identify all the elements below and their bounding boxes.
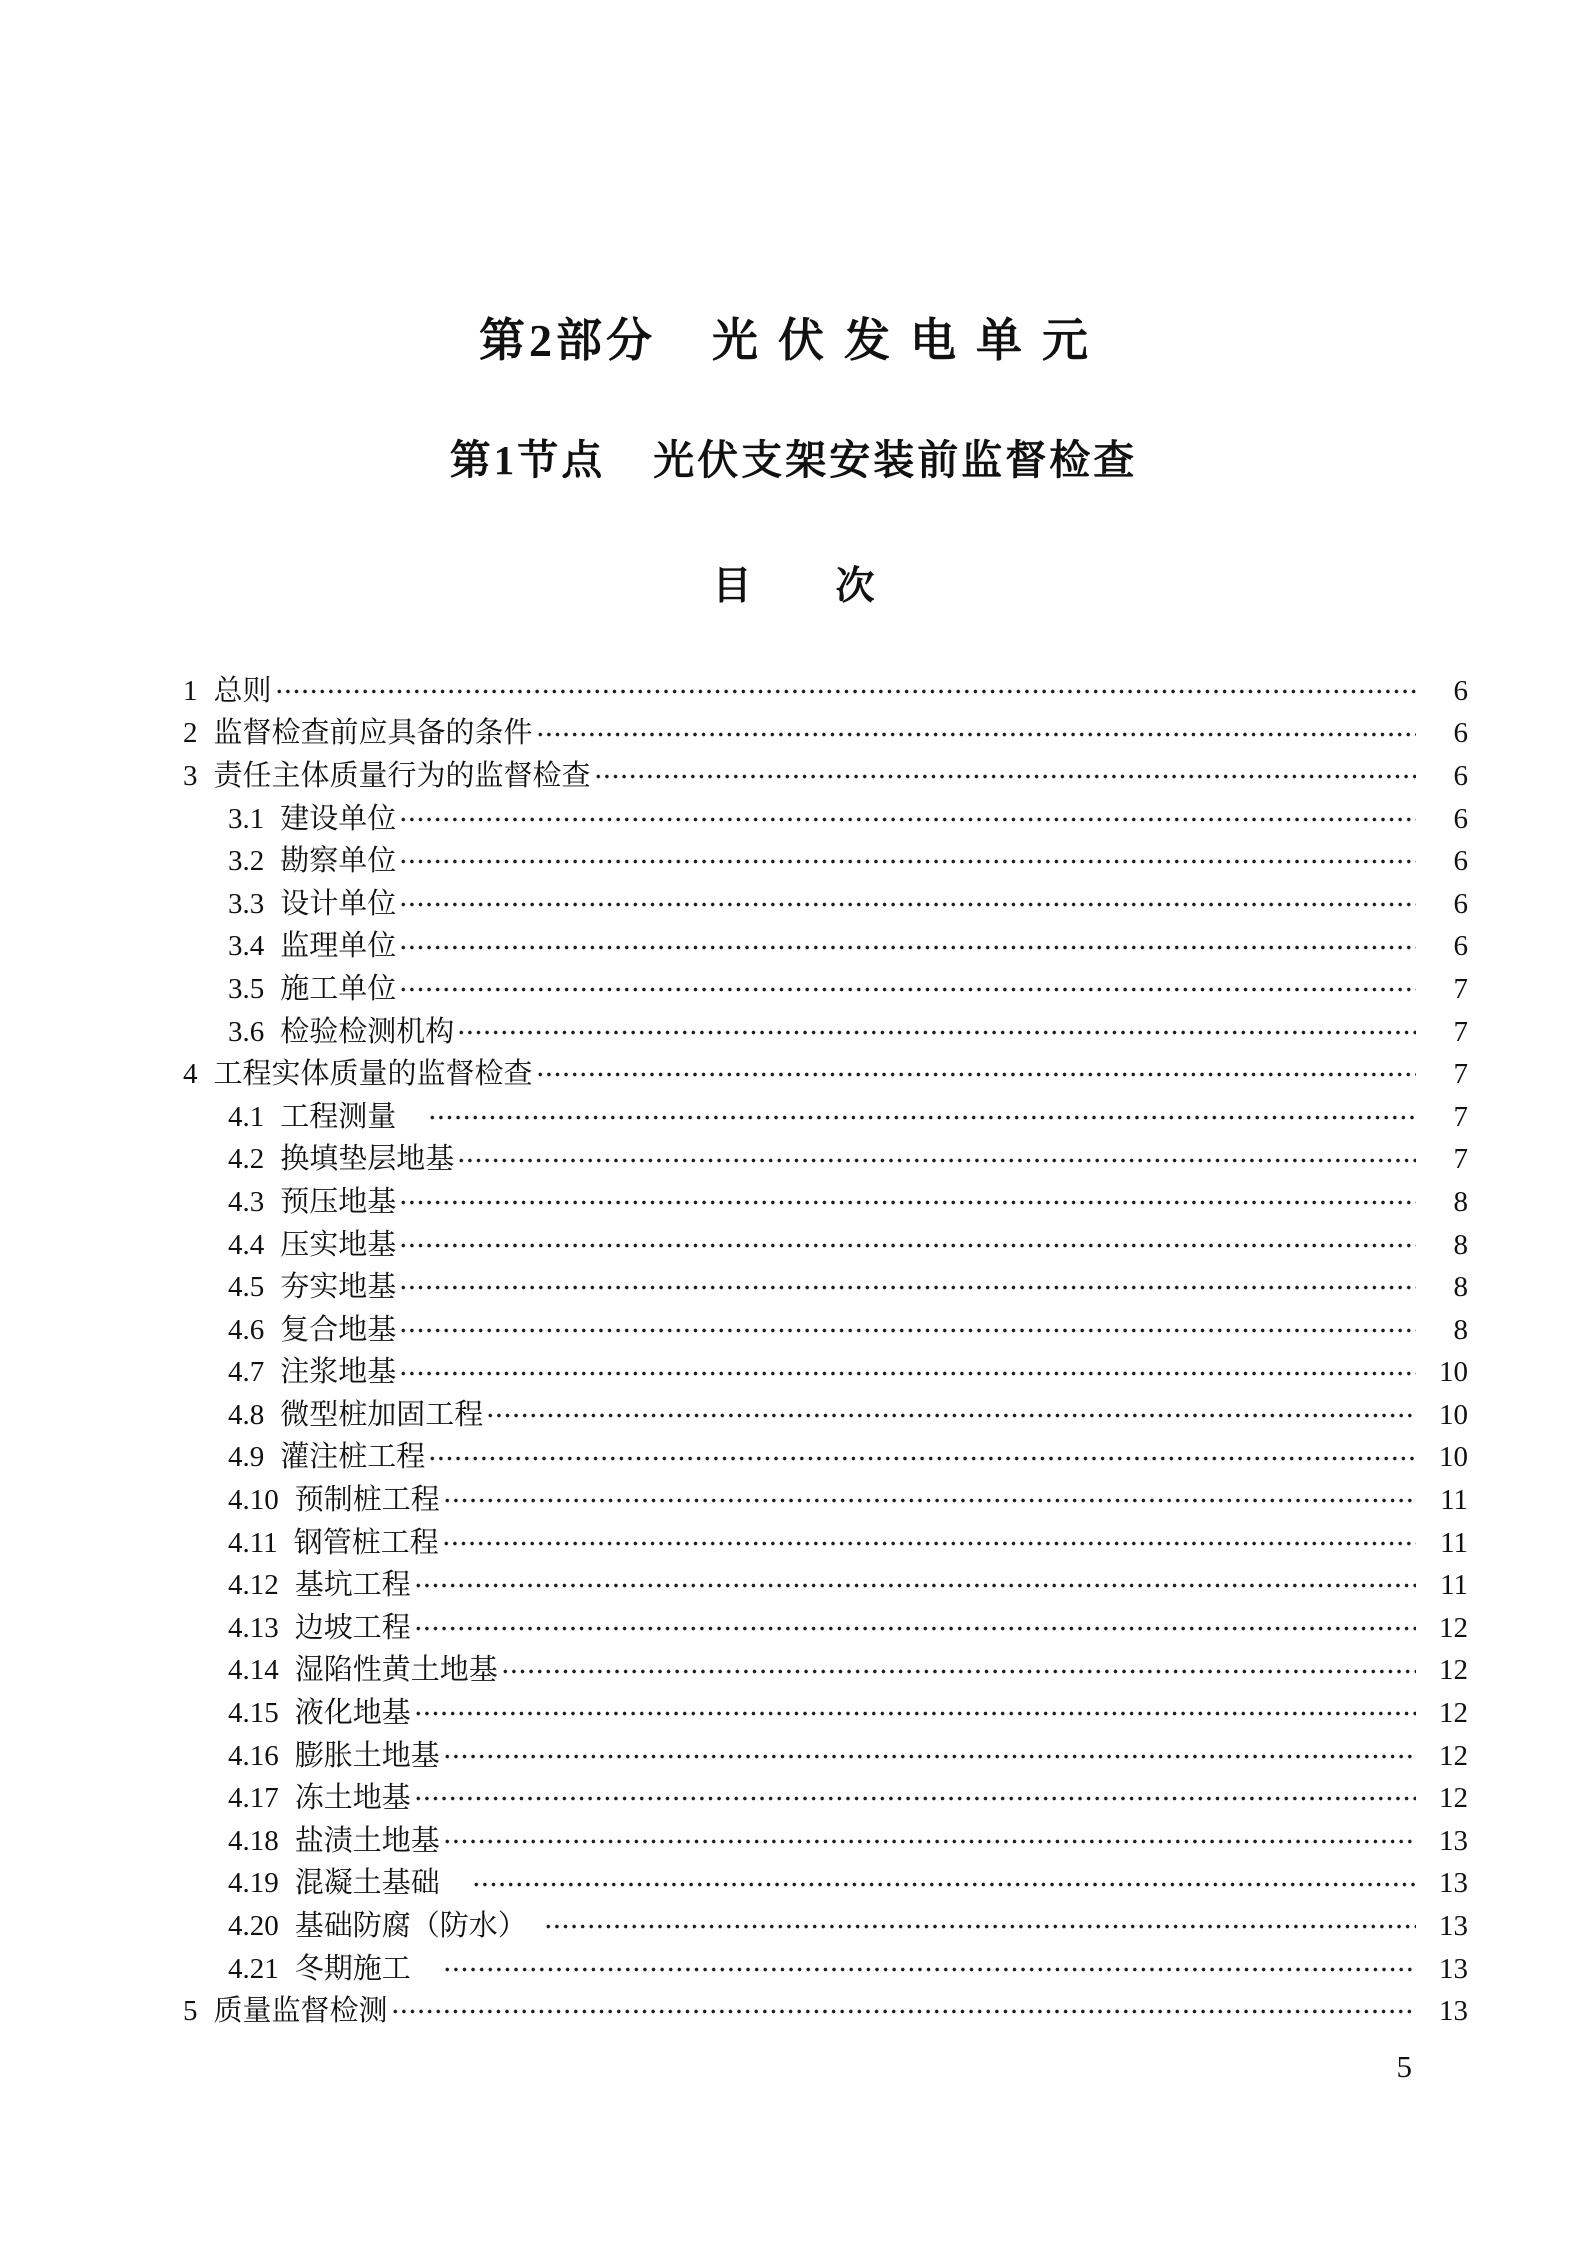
toc-entry-title: 勘察单位 xyxy=(280,845,397,878)
toc-entry-page: 8 xyxy=(1453,1271,1468,1304)
toc-entry-number: 4.9 xyxy=(228,1441,265,1474)
toc-leader-dots xyxy=(442,1522,1416,1565)
toc-entry xyxy=(183,968,1468,1011)
toc-entry-title: 压实地基 xyxy=(280,1228,397,1261)
toc-entry-number: 3.2 xyxy=(228,845,265,878)
toc-entry xyxy=(183,1735,1468,1778)
toc-leader-dots xyxy=(414,1564,1416,1607)
toc-entry-page: 8 xyxy=(1453,1313,1468,1346)
toc-entry-number: 3 xyxy=(183,759,198,792)
toc-entry-number: 4.21 xyxy=(228,1952,279,1985)
toc-entry-number: 3.3 xyxy=(228,887,265,920)
toc-entry xyxy=(183,1309,1468,1352)
toc-entry-number: 4.20 xyxy=(228,1910,279,1943)
toc-entry xyxy=(183,1777,1468,1820)
toc-entry-title: 预制桩工程 xyxy=(294,1484,440,1517)
toc-entry-title: 工程测量 xyxy=(280,1100,426,1133)
toc-entry xyxy=(183,1692,1468,1735)
toc-entry-title: 灌注桩工程 xyxy=(280,1441,426,1474)
toc-entry xyxy=(183,713,1468,756)
toc-entry-title: 设计单位 xyxy=(280,887,397,920)
toc-entry-page: 12 xyxy=(1439,1697,1468,1730)
section-title-main: 光伏支架安装前监督检查 xyxy=(653,437,1138,483)
toc-entry xyxy=(183,1096,1468,1139)
toc-entry-page: 13 xyxy=(1439,1867,1468,1900)
toc-entry-page: 11 xyxy=(1440,1526,1468,1559)
toc-entry-number: 3.4 xyxy=(228,930,265,963)
toc-entry-number: 3.6 xyxy=(228,1015,265,1048)
toc-leader-dots xyxy=(391,1990,1416,2033)
toc-heading-char1: 目 xyxy=(712,565,752,608)
toc-entry-number: 4.19 xyxy=(228,1867,279,1900)
toc-leader-dots xyxy=(486,1394,1416,1437)
toc-entry-number: 4.18 xyxy=(228,1824,279,1857)
toc-leader-dots xyxy=(399,1266,1416,1309)
toc-entry xyxy=(183,840,1468,883)
toc-entry-page: 12 xyxy=(1439,1654,1468,1687)
toc-entry xyxy=(183,1607,1468,1650)
toc-leader-dots xyxy=(399,926,1416,969)
toc-entry xyxy=(183,1564,1468,1607)
toc-entry-title: 基础防腐（防水） xyxy=(294,1910,542,1943)
toc-entry-page: 6 xyxy=(1453,930,1468,963)
toc-entry-title: 基坑工程 xyxy=(294,1569,411,1602)
toc-entry xyxy=(183,1011,1468,1054)
toc-entry-number: 4.5 xyxy=(228,1271,265,1304)
toc-entry-title: 复合地基 xyxy=(280,1313,397,1346)
toc-entry-page: 7 xyxy=(1453,1015,1468,1048)
toc-leader-dots xyxy=(501,1650,1416,1693)
toc-entry-page: 12 xyxy=(1439,1611,1468,1644)
toc-entry xyxy=(183,1948,1468,1991)
toc-entry-page: 13 xyxy=(1439,1952,1468,1985)
toc-entry xyxy=(183,1905,1468,1948)
part-title-main: 光伏发电单元 xyxy=(712,315,1108,366)
section-title xyxy=(0,438,1587,483)
toc-entry-title: 冬期施工 xyxy=(294,1952,440,1985)
toc-entry-page: 8 xyxy=(1453,1185,1468,1218)
toc-entry-number: 3.1 xyxy=(228,802,265,835)
toc-entry-page: 13 xyxy=(1439,1910,1468,1943)
toc-leader-dots xyxy=(443,1479,1416,1522)
toc-entry xyxy=(183,1479,1468,1522)
toc-entry-title: 检验检测机构 xyxy=(280,1015,455,1048)
toc-entry xyxy=(183,1522,1468,1565)
toc-entry-title: 钢管桩工程 xyxy=(293,1526,439,1559)
toc-leader-dots xyxy=(399,1224,1416,1267)
toc-entry-number: 4.17 xyxy=(228,1782,279,1815)
toc-entry-number: 4.12 xyxy=(228,1569,279,1602)
toc-heading-char2: 次 xyxy=(835,565,875,608)
part-title xyxy=(0,316,1587,367)
toc-entry-page: 8 xyxy=(1453,1228,1468,1261)
toc-leader-dots xyxy=(275,670,1416,713)
toc-entry-title: 换填垫层地基 xyxy=(280,1143,455,1176)
toc-entry-title: 施工单位 xyxy=(280,972,397,1005)
toc-entry-title: 建设单位 xyxy=(280,802,397,835)
toc-leader-dots xyxy=(544,1905,1416,1948)
toc-entry-title: 微型桩加固工程 xyxy=(280,1398,484,1431)
toc-entry-number: 4.4 xyxy=(228,1228,265,1261)
toc-leader-dots xyxy=(414,1607,1416,1650)
toc-entry xyxy=(183,1224,1468,1267)
toc-entry xyxy=(183,1394,1468,1437)
toc-entry xyxy=(183,883,1468,926)
toc-entry-title: 冻土地基 xyxy=(294,1782,411,1815)
toc-entry-number: 4.1 xyxy=(228,1100,265,1133)
toc-entry-title: 夯实地基 xyxy=(280,1271,397,1304)
toc-entry-number: 4.13 xyxy=(228,1611,279,1644)
toc-entry xyxy=(183,1437,1468,1480)
toc-entry-number: 4.2 xyxy=(228,1143,265,1176)
toc-entry-page: 11 xyxy=(1440,1484,1468,1517)
footer-page-number: 5 xyxy=(1396,2049,1412,2084)
toc-entry-page: 6 xyxy=(1453,802,1468,835)
toc-entry xyxy=(183,1650,1468,1693)
toc-entry-number: 4.11 xyxy=(228,1526,278,1559)
toc-entry xyxy=(183,1266,1468,1309)
toc-entry-number: 4 xyxy=(183,1058,198,1091)
toc-entry xyxy=(183,1053,1468,1096)
toc-entry-title: 边坡工程 xyxy=(294,1611,411,1644)
toc-entry-page: 13 xyxy=(1439,1824,1468,1857)
toc-entry-page: 6 xyxy=(1453,759,1468,792)
toc-heading xyxy=(0,566,1587,609)
toc-entry-page: 10 xyxy=(1439,1441,1468,1474)
toc-entry xyxy=(183,670,1468,713)
toc-entry-page: 6 xyxy=(1453,845,1468,878)
toc-entry xyxy=(183,1181,1468,1224)
toc-entry-page: 6 xyxy=(1453,887,1468,920)
toc-entry-page: 7 xyxy=(1453,1058,1468,1091)
toc-entry-page: 7 xyxy=(1453,1143,1468,1176)
toc-entry-page: 7 xyxy=(1453,972,1468,1005)
toc-entry-title: 混凝土基础 xyxy=(294,1867,469,1900)
toc-leader-dots xyxy=(399,840,1416,883)
toc-entry-page: 11 xyxy=(1440,1569,1468,1602)
toc-entry-title: 膨胀土地基 xyxy=(294,1739,440,1772)
toc-entry-title: 预压地基 xyxy=(280,1185,397,1218)
toc-leader-dots xyxy=(457,1011,1416,1054)
toc-entry-number: 4.6 xyxy=(228,1313,265,1346)
toc-leader-dots xyxy=(414,1692,1416,1735)
toc-entry-page: 6 xyxy=(1453,717,1468,750)
toc-leader-dots xyxy=(536,1053,1416,1096)
toc-entry-title: 盐渍土地基 xyxy=(294,1824,440,1857)
toc-entry-title: 监理单位 xyxy=(280,930,397,963)
toc-leader-dots xyxy=(414,1777,1416,1820)
toc-entry-title: 总则 xyxy=(213,674,272,707)
toc-entry xyxy=(183,1139,1468,1182)
toc-entry-title: 监督检查前应具备的条件 xyxy=(213,717,533,750)
toc-entry-page: 10 xyxy=(1439,1356,1468,1389)
toc-entry-number: 4.10 xyxy=(228,1484,279,1517)
toc-leader-dots xyxy=(472,1863,1416,1906)
toc-entry-number: 4.3 xyxy=(228,1185,265,1218)
toc-entry-number: 2 xyxy=(183,717,198,750)
part-title-prefix: 第2部分 xyxy=(479,315,656,366)
toc-entry-number: 1 xyxy=(183,674,198,707)
toc-entry-title: 责任主体质量行为的监督检查 xyxy=(213,759,591,792)
toc-entry-title: 质量监督检测 xyxy=(213,1995,388,2028)
toc-leader-dots xyxy=(399,1181,1416,1224)
toc-leader-dots xyxy=(443,1948,1416,1991)
toc-entry-number: 4.16 xyxy=(228,1739,279,1772)
toc-leader-dots xyxy=(428,1096,1416,1139)
section-title-prefix: 第1节点 xyxy=(449,437,606,483)
toc-leader-dots xyxy=(399,968,1416,1011)
toc-entry-number: 3.5 xyxy=(228,972,265,1005)
toc-entry-page: 7 xyxy=(1453,1100,1468,1133)
toc-entry xyxy=(183,1990,1468,2033)
toc-entry-page: 12 xyxy=(1439,1739,1468,1772)
toc-entry-title: 注浆地基 xyxy=(280,1356,397,1389)
toc-leader-dots xyxy=(443,1735,1416,1778)
toc-entry-page: 13 xyxy=(1439,1995,1468,2028)
toc-entry-title: 工程实体质量的监督检查 xyxy=(213,1058,533,1091)
toc-leader-dots xyxy=(594,755,1416,798)
toc-entry-number: 5 xyxy=(183,1995,198,2028)
toc-entry xyxy=(183,1352,1468,1395)
toc-leader-dots xyxy=(399,798,1416,841)
toc-list xyxy=(183,670,1468,2033)
toc-entry-number: 4.8 xyxy=(228,1398,265,1431)
toc-entry xyxy=(183,798,1468,841)
toc-entry-title: 液化地基 xyxy=(294,1697,411,1730)
toc-leader-dots xyxy=(536,713,1416,756)
toc-entry xyxy=(183,926,1468,969)
toc-leader-dots xyxy=(428,1437,1416,1480)
toc-entry-number: 4.15 xyxy=(228,1697,279,1730)
toc-leader-dots xyxy=(399,883,1416,926)
toc-entry xyxy=(183,755,1468,798)
toc-entry xyxy=(183,1863,1468,1906)
toc-leader-dots xyxy=(457,1139,1416,1182)
toc-entry-page: 6 xyxy=(1453,674,1468,707)
toc-entry xyxy=(183,1820,1468,1863)
toc-leader-dots xyxy=(399,1352,1416,1395)
toc-entry-page: 10 xyxy=(1439,1398,1468,1431)
toc-entry-page: 12 xyxy=(1439,1782,1468,1815)
toc-entry-title: 湿陷性黄土地基 xyxy=(294,1654,498,1687)
toc-entry-number: 4.7 xyxy=(228,1356,265,1389)
toc-leader-dots xyxy=(443,1820,1416,1863)
toc-entry-number: 4.14 xyxy=(228,1654,279,1687)
toc-leader-dots xyxy=(399,1309,1416,1352)
